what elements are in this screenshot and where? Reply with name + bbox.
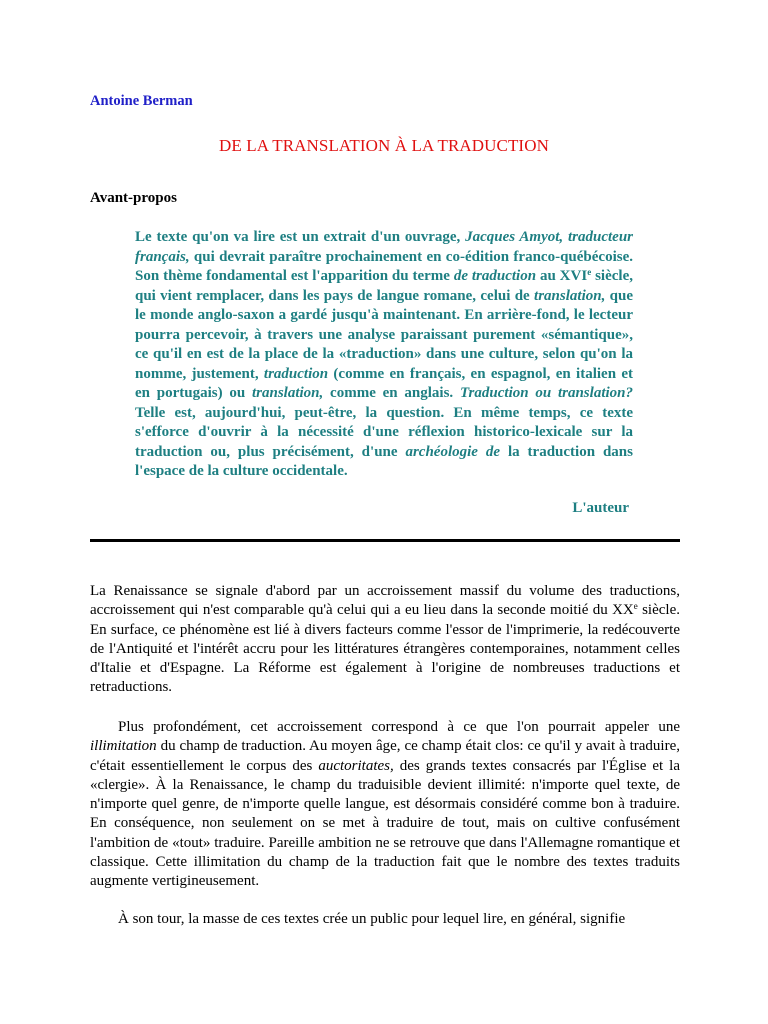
- section-divider: [90, 539, 680, 542]
- foreword-paragraph: Le texte qu'on va lire est un extrait d'un ouvrage, Jacques Amyot, traducteur français, qui devrait paraître prochainement en co-édition franco-québécoise. Son thème fondamental est l'apparition du terme de traduction au XVIe siècle, qui vient remplacer, dans les pays de langue romane, celui de translation, que le monde anglo-saxon a gardé jusqu'à maintenant. En arrière-fond, le lecteur pourra percevoir, à travers une analyse paraissant purement «sémantique», ce qu'il en est de la place de la «traduction» dans une culture, selon qu'on la nomme, justement, traduction (comme en français, en espagnol, en italien et en portugais) ou translation, comme en anglais. Traduction ou translation? Telle est, aujourd'hui, peut-être, la question. En même temps, ce texte s'efforce d'ouvrir à la nécessité d'une réflexion historico-lexicale sur la traduction ou, plus précisément, d'une archéologie de la traduction dans l'espace de la culture occidentale.: [135, 229, 634, 479]
- body-paragraph-2: Plus profondément, cet accroissement correspond à ce que l'on pourrait appeler une illimitation du champ de traduction. Au moyen âge, ce champ était clos: ce qu'il y avait à traduire, c'était essentiellement le corpus des auctoritates, des grands textes consacrés par l'Église et la «clergie». À la Renaissance, le champ du traduisible devient illimité: n'importe quel texte, de n'importe quel genre, de n'importe quelle langue, est désormais considéré comme bon à traduire. En conséquence, non seulement on se met à traduire de tout, mais on cultive confusément l'ambition de «tout» traduire. Pareille ambition ne se retrouve que dans l'Allemagne romantique et classique. Cette illimitation du champ de la traduction fait que le nombre des textes traduits augmente vertigineusement.: [90, 719, 680, 890]
- body-paragraph-1: La Renaissance se signale d'abord par un accroissement massif du volume des traductions, accroissement qui n'est comparable qu'à celui qui a eu lieu dans la seconde moitié du XXe siècle. En surface, ce phénomène est lié à divers facteurs comme l'essor de l'imprimerie, la redécouverte de l'Antiquité et l'intérêt accru pour les littératures étrangères contemporaines, notamment celles d'Italie et d'Espagne. La Réforme est également à l'origine de nombreuses traductions et retraductions.: [90, 583, 680, 696]
- document-title: DE LA TRANSLATION À LA TRADUCTION: [219, 136, 549, 155]
- section-heading: Avant-propos: [90, 190, 177, 206]
- foreword-signature: L'auteur: [572, 500, 629, 516]
- author-name: Antoine Berman: [90, 93, 193, 109]
- body-paragraph-3: À son tour, la masse de ces textes crée un public pour lequel lire, en général, signifie: [118, 911, 626, 927]
